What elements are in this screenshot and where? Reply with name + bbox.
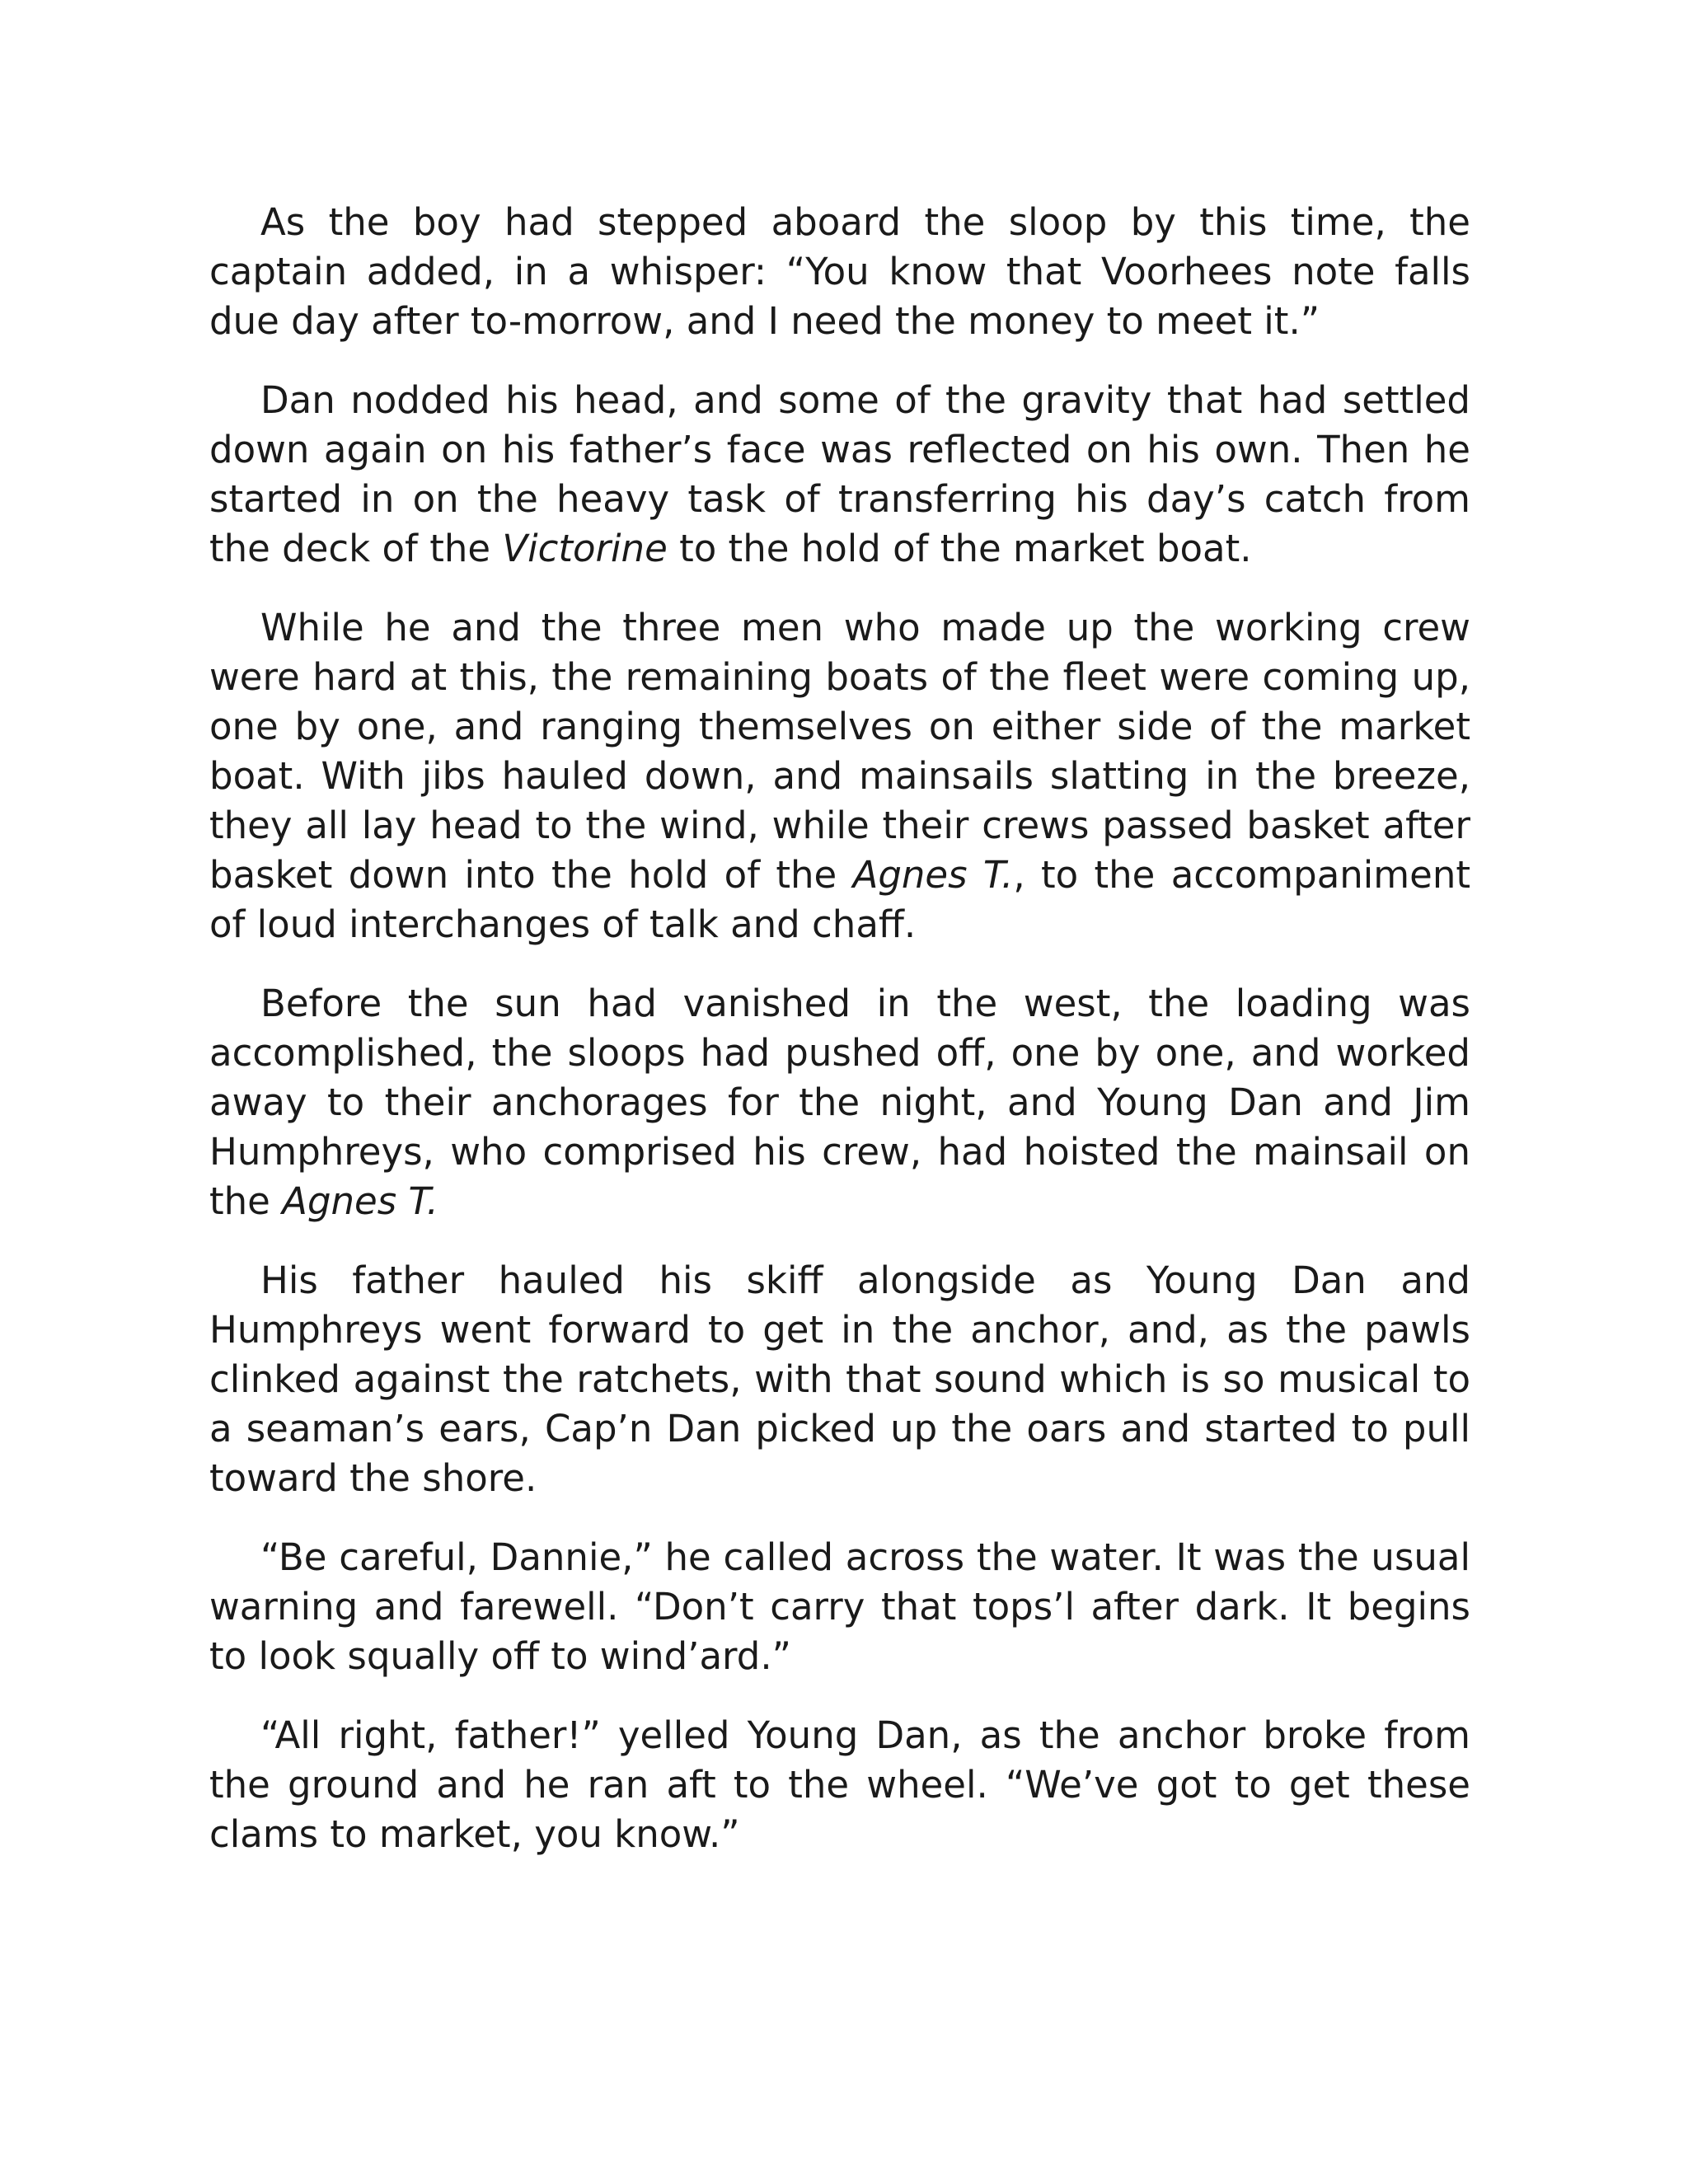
text-run: Before the sun had vanished in the west, the loading was accomplished, the sloops had pushed off, one by one, and worked away to their anchorages for the night, and Young Dan and Jim Humphreys, who comprised his crew, had hoisted the mainsail on the bbox=[209, 982, 1470, 1223]
text-run: “Be careful, Dannie,” he called across the water. It was the usual warning and farewell. “Don’t carry that tops’l after dark. It begins to look squally off to wind’ard.” bbox=[209, 1535, 1470, 1678]
ship-name-agnes-t: Agnes T. bbox=[282, 1179, 438, 1223]
paragraph-1 bbox=[209, 198, 1470, 346]
ship-name-victorine: Victorine bbox=[502, 527, 668, 570]
ship-name-agnes-t: Agnes T. bbox=[852, 853, 1014, 897]
body-text bbox=[209, 198, 1470, 1859]
text-run: While he and the three men who made up the working crew were hard at this, the remaining boats of the fleet were coming up, one by one, and ranging themselves on either side of the market boat. With jibs hauled down, and mainsails slatting in the breeze, they all lay head to the wind, while their crews passed basket after basket down into the hold of the bbox=[209, 606, 1470, 897]
text-run: His father hauled his skiff alongside as Young Dan and Humphreys went forward to get in the anchor, and, as the pawls clinked against the ratchets, with that sound which is so musical to a seaman’s ears, Cap’n Dan picked up the oars and started to pull toward the shore. bbox=[209, 1258, 1470, 1500]
paragraph-5 bbox=[209, 1256, 1470, 1503]
text-run: Dan nodded his head, and some of the gravity that had settled down again on his father’s face was reflected on his own. Then he started in on the heavy task of transferring his day’s catch from the deck of the bbox=[209, 378, 1470, 570]
paragraph-2 bbox=[209, 376, 1470, 574]
text-run: “All right, father!” yelled Young Dan, as the anchor broke from the ground and he ran aft to the wheel. “We’ve got to get these clams to market, you know.” bbox=[209, 1713, 1470, 1856]
text-run: to the hold of the market boat. bbox=[667, 527, 1252, 570]
paragraph-6 bbox=[209, 1533, 1470, 1681]
paragraph-4 bbox=[209, 979, 1470, 1226]
paragraph-7 bbox=[209, 1711, 1470, 1859]
text-run: , to the accompaniment of loud interchanges of talk and chaff. bbox=[209, 853, 1470, 946]
text-run: As the boy had stepped aboard the sloop by this time, the captain added, in a whisper: “You know that Voorhees note falls due day after to-morrow, and I need the money to meet it.” bbox=[209, 200, 1470, 343]
paragraph-3 bbox=[209, 603, 1470, 949]
